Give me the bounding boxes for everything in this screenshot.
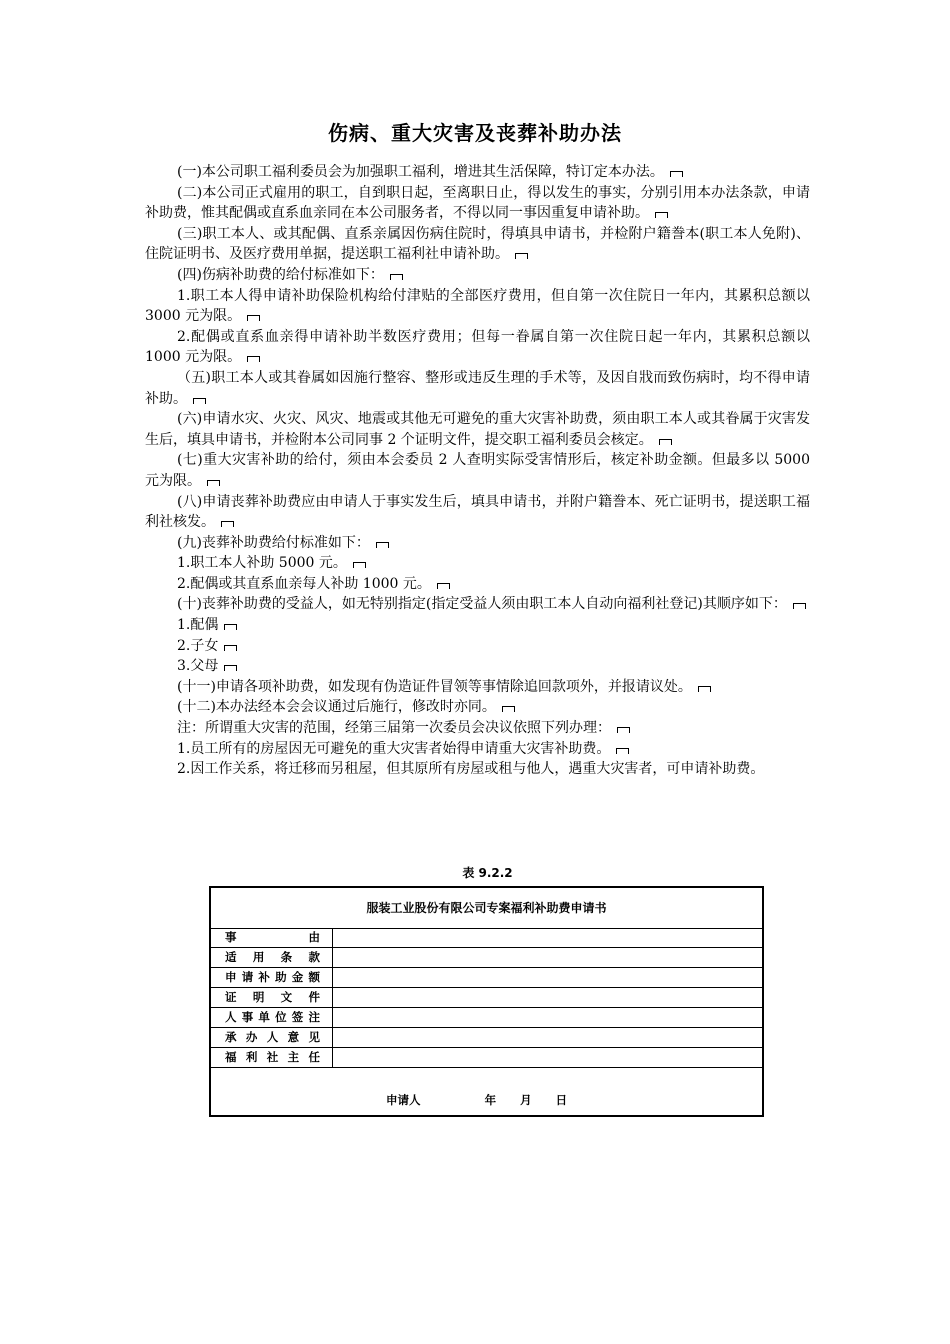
form-row-label: 申请补助金额 <box>211 968 333 987</box>
paragraph-text: 2.因工作关系，将迁移而另租屋，但其原所有房屋或租与他人，遇重大灾害者，可申请补助费。 <box>177 761 765 778</box>
paragraph <box>145 594 810 615</box>
form-title: 服装工业股份有限公司专案福利补助费申请书 <box>211 888 762 929</box>
paragraph-mark-icon <box>616 748 629 754</box>
paragraph-text: (二)本公司正式雇用的职工，自到职日起，至离职日止，得以发生的事实，分别引用本办法条款，申请补助费，惟其配偶或直系血亲同在本公司服务者，不得以同一事因重复申请补助。 <box>145 184 810 222</box>
paragraph <box>145 553 810 574</box>
paragraph <box>145 697 810 718</box>
form-rows <box>211 928 762 1068</box>
paragraph <box>145 450 810 491</box>
paragraph-mark-icon <box>247 356 260 362</box>
paragraph <box>145 368 810 409</box>
form-row-value <box>333 968 762 987</box>
form-row <box>211 1048 762 1068</box>
paragraph <box>145 677 810 698</box>
paragraph <box>145 574 810 595</box>
paragraph-mark-icon <box>376 542 389 548</box>
paragraph-mark-icon <box>670 171 683 177</box>
form-row <box>211 1008 762 1028</box>
form-row <box>211 928 762 948</box>
form-row-value <box>333 948 762 967</box>
application-form <box>209 886 764 1117</box>
paragraph <box>145 739 810 760</box>
paragraph <box>145 183 810 224</box>
paragraph-text: (一)本公司职工福利委员会为加强职工福利，增进其生活保障，特订定本办法。 <box>177 164 664 180</box>
paragraph <box>145 492 810 533</box>
paragraph-mark-icon <box>437 583 450 589</box>
paragraph-text: 注：所谓重大灾害的范围，经第三届第一次委员会决议依照下列办理： <box>177 720 611 737</box>
paragraph <box>145 162 810 183</box>
paragraph-mark-icon <box>698 686 711 692</box>
paragraph <box>145 759 810 780</box>
paragraph-mark-icon <box>193 398 206 404</box>
paragraph <box>145 409 810 450</box>
paragraph-text: 1.员工所有的房屋因无可避免的重大灾害者始得申请重大灾害补助费。 <box>177 740 611 757</box>
document-body <box>145 162 810 780</box>
paragraph-mark-icon <box>659 439 672 445</box>
form-row-label: 承办人意见 <box>211 1028 333 1047</box>
form-row-label: 适用条款 <box>211 948 333 967</box>
paragraph-text: (九)丧葬补助费给付标准如下： <box>177 534 370 551</box>
month-label: 月 <box>520 1093 532 1107</box>
form-row <box>211 988 762 1008</box>
paragraph-text: 1.职工本人补助 5000 元。 <box>177 555 347 572</box>
paragraph-text: 1.职工本人得申请补助保险机构给付津贴的全部医疗费用，但自第一次住院日一年内，其累积总额以 3000 元为限。 <box>145 287 810 325</box>
form-row-value <box>333 1028 762 1047</box>
paragraph-text: 1.配偶 <box>177 617 219 634</box>
form-row-label: 事由 <box>211 928 333 947</box>
form-row-value <box>333 928 762 947</box>
paragraph-mark-icon <box>793 603 806 609</box>
paragraph-mark-icon <box>247 315 260 321</box>
paragraph-text: 2.子女 <box>177 637 219 654</box>
paragraph-text: 2.配偶或直系血亲得申请补助半数医疗费用；但每一眷属自第一次住院日起一年内，其累积总额以 1000 元为限。 <box>145 328 810 366</box>
paragraph-mark-icon <box>617 727 630 733</box>
form-row-label: 人事单位签注 <box>211 1008 333 1027</box>
applicant-label: 申请人 <box>386 1093 421 1107</box>
paragraph-text: （五)职工本人或其眷属如因施行整容、整形或违反生理的手术等，及因自戕而致伤病时，均不得申请补助。 <box>145 369 810 407</box>
paragraph <box>145 286 810 327</box>
form-row <box>211 1028 762 1048</box>
paragraph-text: (八)申请丧葬补助费应由申请人于事实发生后，填具申请书，并附户籍誊本、死亡证明书，提送职工福利社核发。 <box>145 493 810 531</box>
paragraph-mark-icon <box>390 274 403 280</box>
paragraph-mark-icon <box>224 665 237 671</box>
table-caption: 表 9.2.2 <box>462 866 513 880</box>
paragraph-text: (十二)本办法经本会会议通过后施行，修改时亦同。 <box>177 699 496 716</box>
paragraph-mark-icon <box>353 562 366 568</box>
paragraph-mark-icon <box>655 212 668 218</box>
day-label: 日 <box>555 1093 568 1107</box>
paragraph <box>145 265 810 286</box>
paragraph <box>145 224 810 265</box>
paragraph <box>145 718 810 739</box>
form-row-label: 证明文件 <box>211 988 333 1007</box>
paragraph-text: 3.父母 <box>177 658 219 675</box>
paragraph-mark-icon <box>515 253 528 259</box>
paragraph-text: 2.配偶或其直系血亲每人补助 1000 元。 <box>177 575 431 592</box>
year-label: 年 <box>484 1093 497 1107</box>
signature-line <box>386 1092 567 1108</box>
form-row <box>211 968 762 988</box>
paragraph <box>145 615 810 636</box>
paragraph-mark-icon <box>221 521 234 527</box>
form-row <box>211 948 762 968</box>
paragraph-text: (三)职工本人、或其配偶、直系亲属因伤病住院时，得填具申请书，并检附户籍誊本(职工本人免附)、住院证明书、及医疗费用单据，提送职工福利社申请补助。 <box>145 225 810 263</box>
paragraph-mark-icon <box>224 624 237 630</box>
paragraph <box>145 327 810 368</box>
form-row-value <box>333 1048 762 1067</box>
paragraph-text: (七)重大灾害补助的给付，须由本会委员 2 人查明实际受害情形后，核定补助金额。但最多以 5000 元为限。 <box>145 452 810 489</box>
form-row-value <box>333 988 762 1007</box>
paragraph-mark-icon <box>224 645 237 651</box>
paragraph-text: (十)丧葬补助费的受益人，如无特别指定(指定受益人须由职工本人自动向福利社登记)其顺序如下： <box>177 596 787 613</box>
paragraph <box>145 656 810 677</box>
document-title: 伤病、重大灾害及丧葬补助办法 <box>328 121 622 145</box>
form-row-label: 福利社主任 <box>211 1048 333 1067</box>
paragraph-text: (六)申请水灾、火灾、风灾、地震或其他无可避免的重大灾害补助费，须由职工本人或其眷属于灾害发生后，填具申请书，并检附本公司同事 2 个证明文件，提交职工福利委员会核定。 <box>145 411 810 448</box>
paragraph-text: (四)伤病补助费的给付标准如下： <box>177 266 384 283</box>
paragraph-mark-icon <box>207 480 220 486</box>
paragraph <box>145 636 810 657</box>
paragraph-mark-icon <box>502 706 515 712</box>
form-row-value <box>333 1008 762 1027</box>
paragraph-text: (十一)申请各项补助费，如发现有伪造证件冒领等事情除追回款项外，并报请议处。 <box>177 678 692 695</box>
paragraph <box>145 533 810 554</box>
